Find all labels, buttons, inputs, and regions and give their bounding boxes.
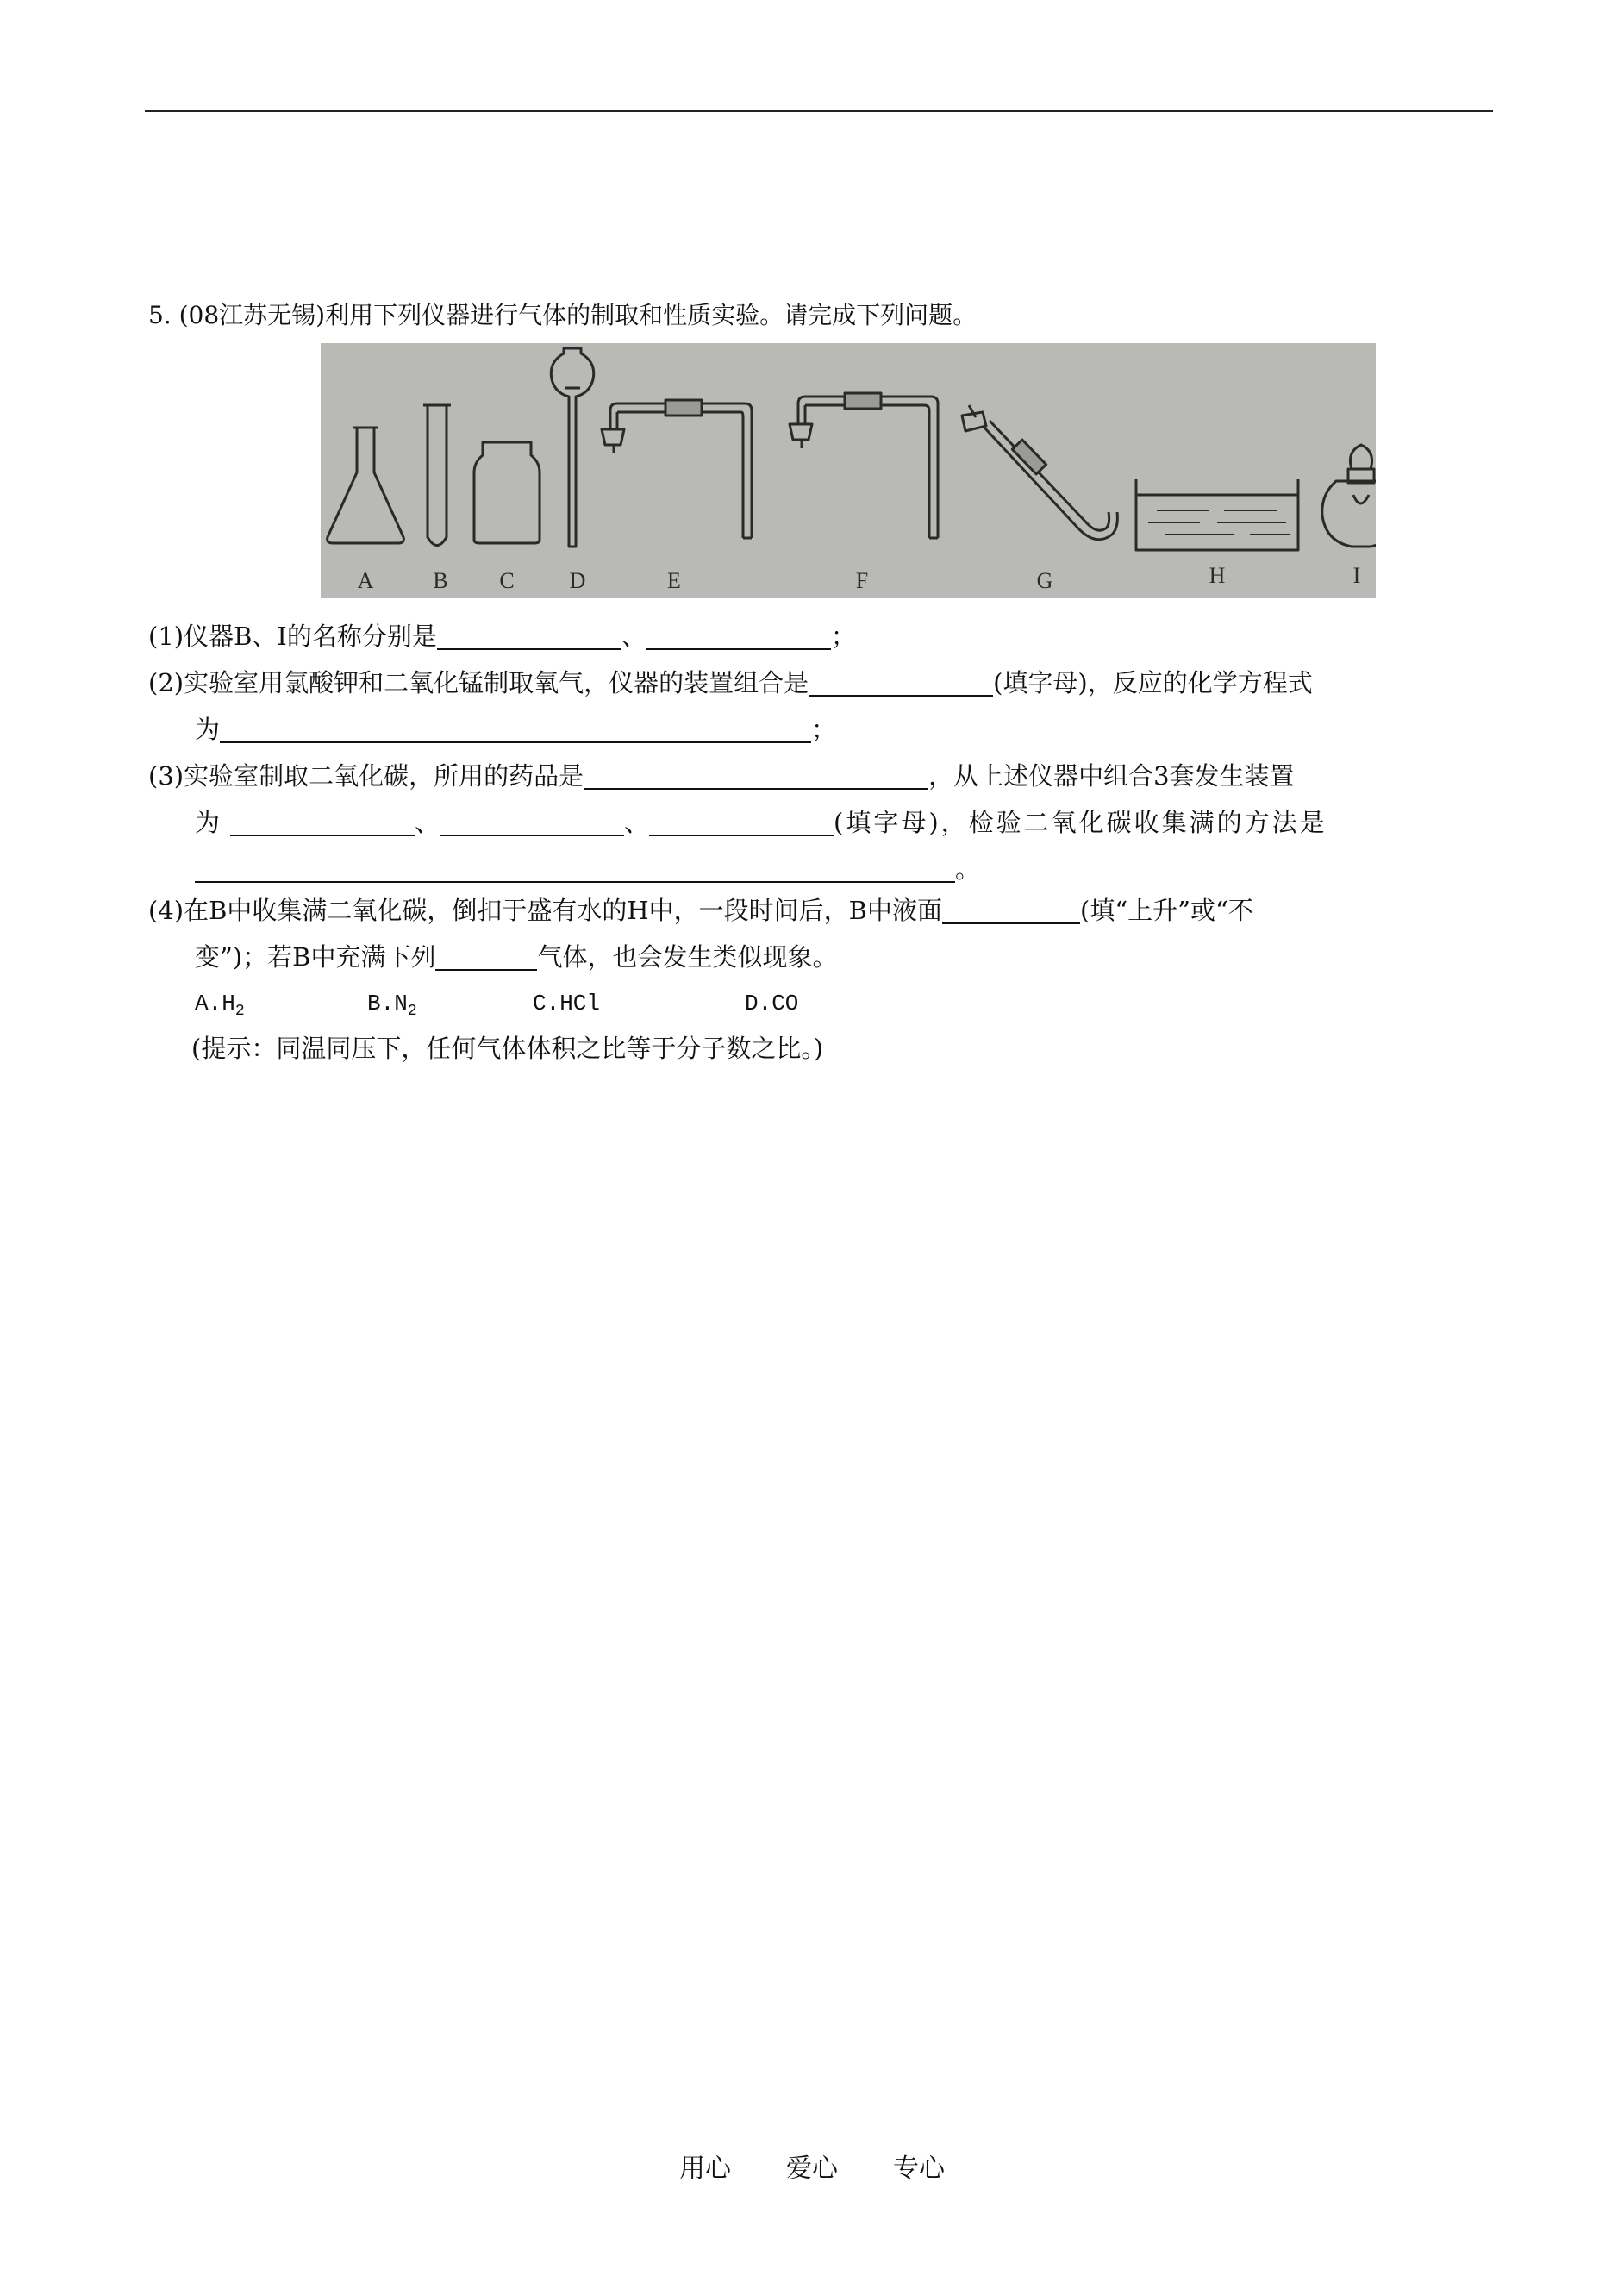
answer-blank[interactable] xyxy=(437,624,621,650)
part-4-text: (4)在B中收集满二氧化碳，倒扣于盛有水的H中，一段时间后，B中液面 xyxy=(148,896,942,925)
punct: 。 xyxy=(955,854,981,884)
part-4-line-2 xyxy=(195,940,837,974)
footer-word-3: 专心 xyxy=(893,2154,945,2184)
separatory-funnel-D xyxy=(551,348,593,547)
tube-F xyxy=(790,424,812,440)
answer-blank[interactable] xyxy=(942,898,1080,924)
apparatus-drawing xyxy=(321,343,1376,598)
footer-word-1: 用心 xyxy=(679,2154,731,2184)
part-4-text-d: 气体，也会发生类似现象。 xyxy=(537,942,838,972)
answer-blank[interactable] xyxy=(195,857,955,883)
punct: ； xyxy=(811,715,837,744)
part-3-text: (3)实验室制取二氧化碳，所用的药品是 xyxy=(148,761,584,791)
footer-word-2: 爱心 xyxy=(786,2154,838,2184)
part-3-text-b: ，从上述仪器中组合3套发生装置 xyxy=(928,761,1295,791)
answer-blank[interactable] xyxy=(809,671,993,697)
part-2-text-c: 为 xyxy=(195,715,221,744)
label-C: C xyxy=(499,568,515,593)
label-A: A xyxy=(357,568,374,593)
conical-flask-A xyxy=(328,428,404,543)
part-3-line-3 xyxy=(195,852,980,886)
option-c[interactable]: C.HCl xyxy=(533,991,601,1016)
question-title: 5. (08江苏无锡)利用下列仪器进行气体的制取和性质实验。请完成下列问题。 xyxy=(148,301,978,329)
label-F: F xyxy=(855,568,869,593)
option-b[interactable]: $B.N_2$ xyxy=(367,991,417,1021)
punct: ； xyxy=(830,622,856,651)
part-4-options xyxy=(195,986,798,1029)
answer-blank[interactable] xyxy=(435,945,537,971)
part-2-line-1 xyxy=(148,666,1313,700)
part-2-text-b: (填字母)，反应的化学方程式 xyxy=(993,668,1313,697)
part-1 xyxy=(148,619,856,653)
answer-blank[interactable] xyxy=(230,810,415,836)
test-tube-B xyxy=(428,405,447,546)
tube-E xyxy=(602,429,624,445)
hint: (提示：同温同压下，任何气体体积之比等于分子数之比。) xyxy=(191,1034,824,1063)
alcohol-lamp-I xyxy=(1322,481,1376,547)
label-B: B xyxy=(433,568,448,593)
part-3-line-1 xyxy=(148,759,1295,793)
part-4-line-1 xyxy=(148,893,1253,928)
part-1-text: (1)仪器B、I的名称分别是 xyxy=(148,622,437,651)
option-a[interactable]: $A.H_2$ xyxy=(195,991,245,1021)
label-I: I xyxy=(1352,563,1361,588)
part-3-line-2 xyxy=(195,805,1327,840)
label-D: D xyxy=(569,568,586,593)
separator: 、 xyxy=(624,808,650,837)
part-4-text-b: (填“上升”或“不 xyxy=(1080,896,1253,925)
separator: 、 xyxy=(415,808,440,837)
separator: 、 xyxy=(621,622,646,651)
part-2-line-2 xyxy=(195,712,836,747)
part-2-text: (2)实验室用氯酸钾和二氧化锰制取氧气，仪器的装置组合是 xyxy=(148,668,809,697)
option-d[interactable]: D.CO xyxy=(745,991,799,1016)
answer-blank[interactable] xyxy=(646,624,831,650)
header-rule xyxy=(145,110,1493,112)
label-G: G xyxy=(1036,568,1053,593)
label-E: E xyxy=(667,568,681,593)
part-3-text-f: (填字母)，检验二氧化碳收集满的方法是 xyxy=(834,808,1327,837)
apparatus-figure xyxy=(321,343,1376,598)
gas-jar-C xyxy=(474,442,540,543)
answer-blank[interactable] xyxy=(220,717,811,743)
answer-blank[interactable] xyxy=(649,810,834,836)
label-H: H xyxy=(1209,563,1226,588)
answer-blank[interactable] xyxy=(440,810,624,836)
part-3-text-c: 为 xyxy=(195,808,221,837)
answer-blank[interactable] xyxy=(584,764,928,790)
footer xyxy=(0,2147,1624,2185)
part-4-text-c: 变”)；若B中充满下列 xyxy=(195,942,436,972)
water-trough-H xyxy=(1136,479,1298,550)
